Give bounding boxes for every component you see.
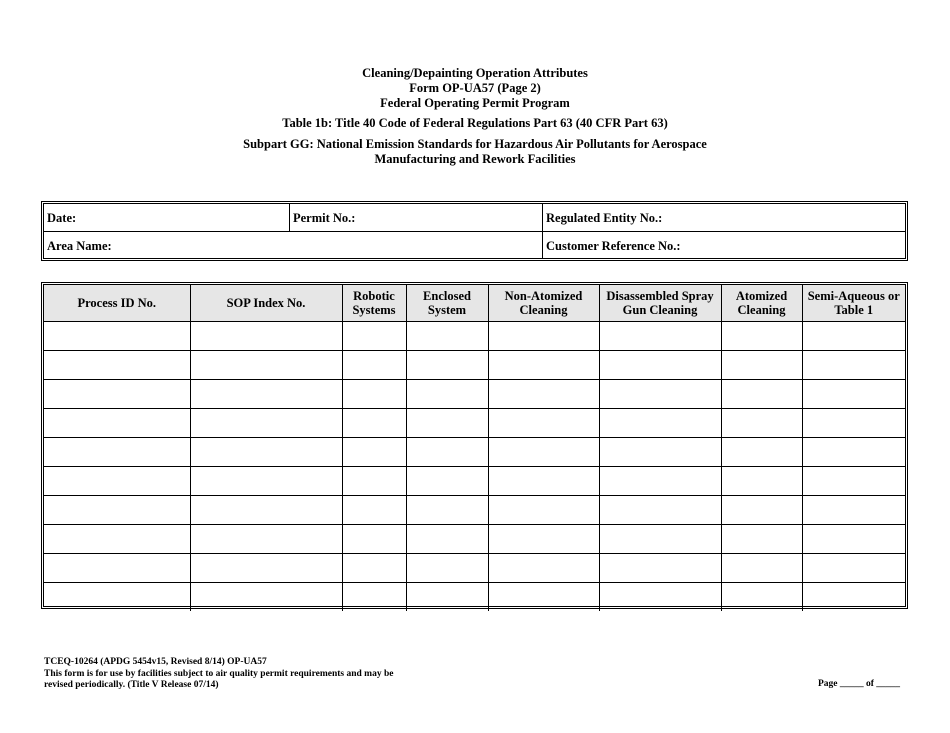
semi-aqueous-cell[interactable] (802, 583, 905, 612)
form-title: Cleaning/Depainting Operation Attributes (362, 66, 588, 80)
table-row (44, 351, 905, 380)
enclosed-system-cell[interactable] (406, 525, 488, 554)
enclosed-system-cell[interactable] (406, 351, 488, 380)
non-atomized-cleaning-cell[interactable] (488, 438, 599, 467)
disassembled-spray-gun-cell[interactable] (599, 351, 721, 380)
program-name: Federal Operating Permit Program (380, 96, 570, 110)
enclosed-system-cell[interactable] (406, 438, 488, 467)
atomized-cleaning-cell[interactable] (721, 467, 802, 496)
process-id-cell[interactable] (44, 554, 190, 583)
semi-aqueous-cell[interactable] (802, 351, 905, 380)
process-id-cell[interactable] (44, 525, 190, 554)
disassembled-spray-gun-cell[interactable] (599, 322, 721, 351)
enclosed-system-cell[interactable] (406, 496, 488, 525)
disassembled-spray-gun-cell[interactable] (599, 554, 721, 583)
robotic-systems-cell[interactable] (342, 554, 406, 583)
header-atomized-cleaning: Atomized Cleaning (721, 285, 802, 322)
robotic-systems-cell[interactable] (342, 438, 406, 467)
area-name-field[interactable]: Area Name: (47, 239, 112, 253)
header-sop-index: SOP Index No. (190, 285, 342, 322)
header-semi-aqueous: Semi-Aqueous or Table 1 (802, 285, 905, 322)
enclosed-system-cell[interactable] (406, 322, 488, 351)
table-title: Table 1b: Title 40 Code of Federal Regulations Part 63 (40 CFR Part 63) (282, 116, 668, 130)
semi-aqueous-cell[interactable] (802, 409, 905, 438)
usage-note-line1: This form is for use by facilities subject to air quality permit requirements and may be (44, 668, 394, 679)
sop-index-cell[interactable] (190, 409, 342, 438)
disassembled-spray-gun-cell[interactable] (599, 409, 721, 438)
table-row (44, 438, 905, 467)
table-row (44, 467, 905, 496)
subpart-title-line1: Subpart GG: National Emission Standards for Hazardous Air Pollutants for Aerospace (243, 137, 707, 151)
header-robotic-systems: Robotic Systems (342, 285, 406, 322)
atomized-cleaning-cell[interactable] (721, 496, 802, 525)
sop-index-cell[interactable] (190, 583, 342, 612)
semi-aqueous-cell[interactable] (802, 496, 905, 525)
semi-aqueous-cell[interactable] (802, 438, 905, 467)
robotic-systems-cell[interactable] (342, 583, 406, 612)
sop-index-cell[interactable] (190, 351, 342, 380)
sop-index-cell[interactable] (190, 467, 342, 496)
robotic-systems-cell[interactable] (342, 467, 406, 496)
robotic-systems-cell[interactable] (342, 380, 406, 409)
enclosed-system-cell[interactable] (406, 380, 488, 409)
page-number: Page _____ of _____ (818, 679, 901, 689)
robotic-systems-cell[interactable] (342, 322, 406, 351)
atomized-cleaning-cell[interactable] (721, 554, 802, 583)
usage-note-line2: revised periodically. (Title V Release 07/14) (44, 680, 219, 690)
non-atomized-cleaning-cell[interactable] (488, 496, 599, 525)
non-atomized-cleaning-cell[interactable] (488, 554, 599, 583)
atomized-cleaning-cell[interactable] (721, 583, 802, 612)
semi-aqueous-cell[interactable] (802, 322, 905, 351)
robotic-systems-cell[interactable] (342, 351, 406, 380)
disassembled-spray-gun-cell[interactable] (599, 496, 721, 525)
subpart-title-line2: Manufacturing and Rework Facilities (374, 152, 576, 166)
non-atomized-cleaning-cell[interactable] (488, 525, 599, 554)
sop-index-cell[interactable] (190, 554, 342, 583)
table-row (44, 583, 905, 612)
enclosed-system-cell[interactable] (406, 583, 488, 612)
table-row (44, 496, 905, 525)
customer-reference-field[interactable]: Customer Reference No.: (546, 239, 681, 253)
atomized-cleaning-cell[interactable] (721, 380, 802, 409)
form-number: Form OP-UA57 (Page 2) (409, 81, 541, 95)
form-header (0, 66, 950, 167)
semi-aqueous-cell[interactable] (802, 467, 905, 496)
robotic-systems-cell[interactable] (342, 409, 406, 438)
disassembled-spray-gun-cell[interactable] (599, 438, 721, 467)
atomized-cleaning-cell[interactable] (721, 322, 802, 351)
attributes-table (41, 282, 908, 609)
atomized-cleaning-cell[interactable] (721, 409, 802, 438)
atomized-cleaning-cell[interactable] (721, 438, 802, 467)
process-id-cell[interactable] (44, 351, 190, 380)
non-atomized-cleaning-cell[interactable] (488, 467, 599, 496)
semi-aqueous-cell[interactable] (802, 380, 905, 409)
non-atomized-cleaning-cell[interactable] (488, 583, 599, 612)
process-id-cell[interactable] (44, 583, 190, 612)
sop-index-cell[interactable] (190, 525, 342, 554)
robotic-systems-cell[interactable] (342, 525, 406, 554)
header-disassembled-spray-gun-cleaning: Disassembled Spray Gun Cleaning (599, 285, 721, 322)
table-row (44, 525, 905, 554)
table-row (44, 409, 905, 438)
robotic-systems-cell[interactable] (342, 496, 406, 525)
header-enclosed-system: Enclosed System (406, 285, 488, 322)
atomized-cleaning-cell[interactable] (721, 525, 802, 554)
sop-index-cell[interactable] (190, 438, 342, 467)
disassembled-spray-gun-cell[interactable] (599, 583, 721, 612)
sop-index-cell[interactable] (190, 380, 342, 409)
form-id: TCEQ-10264 (APDG 5454v15, Revised 8/14) OP-UA57 (44, 657, 267, 667)
semi-aqueous-cell[interactable] (802, 554, 905, 583)
table-row (44, 322, 905, 351)
process-id-cell[interactable] (44, 322, 190, 351)
non-atomized-cleaning-cell[interactable] (488, 322, 599, 351)
disassembled-spray-gun-cell[interactable] (599, 380, 721, 409)
enclosed-system-cell[interactable] (406, 554, 488, 583)
non-atomized-cleaning-cell[interactable] (488, 409, 599, 438)
enclosed-system-cell[interactable] (406, 409, 488, 438)
regulated-entity-field[interactable]: Regulated Entity No.: (546, 211, 663, 225)
table-row (44, 380, 905, 409)
non-atomized-cleaning-cell[interactable] (488, 380, 599, 409)
process-id-cell[interactable] (44, 496, 190, 525)
sop-index-cell[interactable] (190, 322, 342, 351)
enclosed-system-cell[interactable] (406, 467, 488, 496)
process-id-cell[interactable] (44, 467, 190, 496)
semi-aqueous-cell[interactable] (802, 525, 905, 554)
header-process-id: Process ID No. (44, 285, 190, 322)
atomized-cleaning-cell[interactable] (721, 351, 802, 380)
permit-no-field[interactable]: Permit No.: (293, 211, 356, 225)
info-table (41, 201, 908, 261)
disassembled-spray-gun-cell[interactable] (599, 467, 721, 496)
sop-index-cell[interactable] (190, 496, 342, 525)
disassembled-spray-gun-cell[interactable] (599, 525, 721, 554)
process-id-cell[interactable] (44, 409, 190, 438)
header-non-atomized-cleaning: Non-Atomized Cleaning (488, 285, 599, 322)
process-id-cell[interactable] (44, 380, 190, 409)
non-atomized-cleaning-cell[interactable] (488, 351, 599, 380)
date-field[interactable]: Date: (47, 211, 77, 225)
form-footer (44, 657, 393, 692)
process-id-cell[interactable] (44, 438, 190, 467)
table-row (44, 554, 905, 583)
